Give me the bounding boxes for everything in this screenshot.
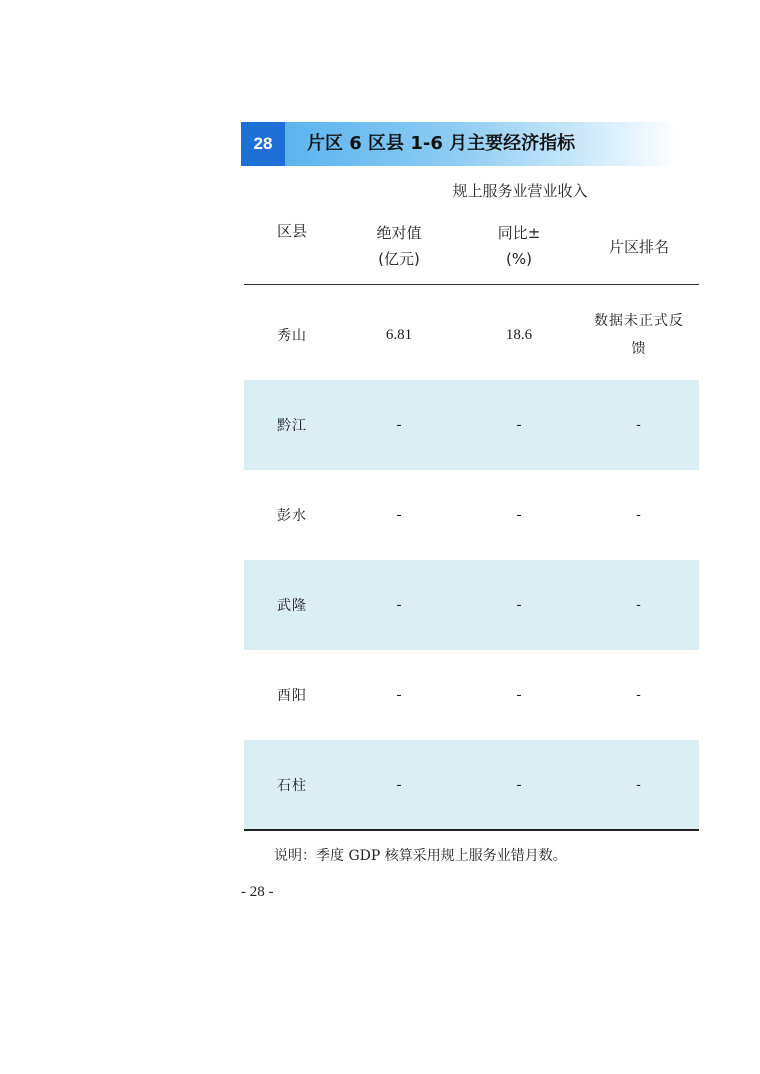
table-row (244, 470, 699, 560)
cell-county: 武隆 (277, 598, 307, 614)
cell-absolute-value: 6.81 (385, 326, 413, 343)
cell-yoy: - (516, 416, 522, 433)
cell-rank: - (636, 417, 642, 433)
cell-yoy: 18.6 (505, 326, 533, 343)
cell-absolute-value: - (396, 416, 402, 433)
section-title-bar (241, 122, 677, 166)
section-number: 28 (241, 122, 285, 166)
table-top-rule (244, 284, 699, 285)
header-yoy-line1: 同比± (497, 224, 541, 242)
page-number: - 28 - (241, 884, 274, 900)
table-bottom-rule (244, 829, 699, 831)
cell-rank-line1: 数据未正式反 (594, 313, 684, 329)
cell-rank (589, 290, 689, 380)
column-group-header: 规上服务业营业收入 (452, 182, 588, 200)
section-title: 片区 6 区县 1-6 月主要经济指标 (307, 133, 576, 154)
header-absolute-value-line2: (亿元) (378, 250, 420, 268)
cell-absolute-value: - (396, 506, 402, 523)
header-absolute-value (349, 220, 449, 272)
cell-absolute-value: - (396, 776, 402, 793)
cell-yoy: - (516, 506, 522, 523)
cell-absolute-value: - (396, 686, 402, 703)
cell-yoy: - (516, 596, 522, 613)
cell-yoy: - (516, 686, 522, 703)
cell-county: 石柱 (277, 778, 307, 794)
cell-yoy: - (516, 776, 522, 793)
header-absolute-value-line1: 绝对值 (376, 224, 422, 242)
table-row (244, 380, 699, 470)
cell-county: 彭水 (277, 508, 307, 524)
cell-county: 酉阳 (277, 688, 307, 704)
header-rank: 片区排名 (608, 238, 669, 256)
cell-county: 黔江 (277, 418, 307, 434)
table-row (244, 650, 699, 740)
cell-absolute-value: - (396, 596, 402, 613)
cell-rank: - (636, 777, 642, 793)
cell-rank: - (636, 687, 642, 703)
cell-rank: - (636, 597, 642, 613)
table-row (244, 560, 699, 650)
header-county: 区县 (276, 222, 307, 240)
table-row (244, 740, 699, 830)
cell-rank: - (636, 507, 642, 523)
table-note: 说明：季度 GDP 核算采用规上服务业错月数。 (274, 848, 567, 864)
cell-rank-line2: 馈 (631, 341, 647, 357)
cell-county: 秀山 (277, 328, 307, 344)
header-yoy-line2: (%) (506, 250, 532, 268)
table-row (244, 290, 699, 380)
header-yoy (469, 220, 569, 272)
